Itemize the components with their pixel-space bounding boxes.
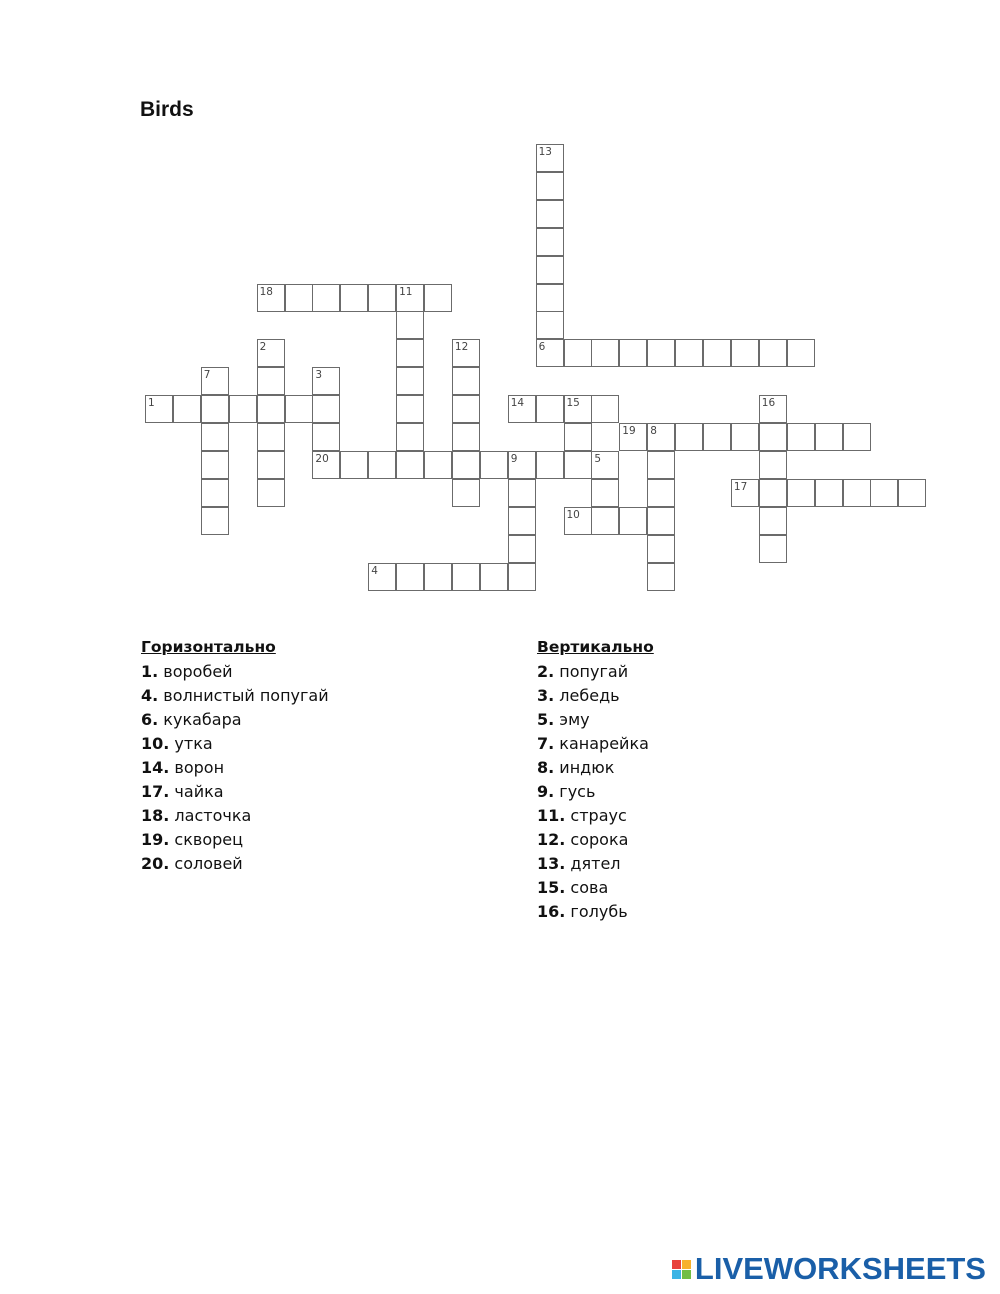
clue-number: 3 (315, 369, 323, 382)
down-clue (537, 780, 654, 804)
across-clue (141, 684, 329, 708)
logo-text: LIVEWORKSHEETS (694, 1251, 986, 1286)
clue-number: 14 (510, 397, 525, 410)
crossword-cell[interactable] (257, 423, 285, 451)
across-clue-list (141, 660, 329, 876)
clue-number: 8 (650, 425, 657, 437)
across-clues (141, 638, 329, 876)
clue-text: голубь (565, 902, 628, 921)
crossword-cell[interactable] (285, 284, 313, 312)
crossword-cell[interactable] (396, 423, 424, 451)
crossword-cell[interactable] (424, 284, 452, 312)
crossword-cell[interactable] (201, 451, 229, 479)
crossword-cell[interactable] (815, 423, 843, 451)
crossword-cell[interactable] (564, 451, 592, 479)
crossword-cell[interactable] (619, 339, 647, 367)
across-clue (141, 756, 329, 780)
crossword-cell[interactable] (759, 339, 787, 367)
crossword-grid (0, 0, 1000, 620)
clue-num: 1. (141, 662, 159, 681)
crossword-cell[interactable] (508, 451, 536, 479)
clue-number: 15 (566, 397, 580, 410)
clue-num: 15. (537, 878, 566, 897)
crossword-cell[interactable] (731, 479, 759, 507)
clue-num: 18. (141, 806, 170, 825)
clue-number: 4 (371, 564, 378, 577)
crossword-cell[interactable] (340, 284, 368, 312)
clue-num: 12. (537, 830, 566, 849)
clue-text: кукабара (158, 710, 242, 729)
crossword-cell[interactable] (508, 395, 536, 423)
crossword-cell[interactable] (591, 479, 619, 507)
crossword-cell[interactable] (815, 479, 843, 507)
logo-mark-icon (672, 1260, 691, 1279)
crossword-cell[interactable] (396, 367, 424, 395)
crossword-cell[interactable] (480, 563, 508, 591)
clue-text: индюк (554, 758, 615, 777)
crossword-cell[interactable] (759, 451, 787, 479)
across-clue (141, 780, 329, 804)
crossword-cell[interactable] (591, 395, 619, 423)
crossword-cell[interactable] (229, 395, 257, 423)
across-clue (141, 828, 329, 852)
crossword-cell[interactable] (759, 423, 787, 451)
clue-text: утка (169, 734, 213, 753)
crossword-cell[interactable] (675, 423, 703, 451)
down-clue (537, 900, 654, 924)
across-clue (141, 660, 329, 684)
crossword-cell[interactable] (536, 256, 564, 284)
across-clue (141, 804, 329, 828)
crossword-cell[interactable] (396, 395, 424, 423)
page-title: Birds (140, 98, 194, 121)
crossword-cell[interactable] (424, 451, 452, 479)
crossword-cell[interactable] (870, 479, 898, 507)
crossword-cell[interactable] (396, 284, 424, 312)
down-clue (537, 660, 654, 684)
crossword-cell[interactable] (257, 367, 285, 395)
crossword-cell[interactable] (201, 507, 229, 535)
clue-num: 3. (537, 686, 555, 705)
crossword-cell[interactable] (312, 395, 340, 423)
crossword-cell[interactable] (703, 339, 731, 367)
crossword-cell[interactable] (731, 423, 759, 451)
clue-num: 5. (537, 710, 555, 729)
crossword-cell[interactable] (647, 535, 675, 563)
crossword-cell[interactable] (257, 479, 285, 507)
clue-text: попугай (554, 662, 629, 681)
clue-number: 11 (399, 285, 413, 298)
crossword-cell[interactable] (312, 284, 340, 312)
across-clue (141, 732, 329, 756)
crossword-cell[interactable] (201, 479, 229, 507)
clue-number: 7 (203, 369, 211, 382)
clue-text: ворон (169, 758, 225, 777)
crossword-cell[interactable] (368, 451, 396, 479)
crossword-cell[interactable] (257, 395, 285, 423)
crossword-cell[interactable] (787, 479, 815, 507)
crossword-cell[interactable] (508, 479, 536, 507)
crossword-cell[interactable] (759, 535, 787, 563)
crossword-cell[interactable] (452, 367, 480, 395)
clue-text: страус (565, 806, 627, 825)
clue-number: 10 (566, 508, 580, 521)
crossword-cell[interactable] (647, 507, 675, 535)
crossword-cell[interactable] (536, 144, 564, 172)
clue-text: дятел (565, 854, 621, 873)
crossword-cell[interactable] (703, 423, 731, 451)
crossword-cell[interactable] (536, 311, 564, 339)
crossword-cell[interactable] (536, 395, 564, 423)
crossword-cell[interactable] (759, 479, 787, 507)
across-clue (141, 708, 329, 732)
crossword-cell[interactable] (564, 395, 592, 423)
crossword-cell[interactable] (257, 284, 285, 312)
clue-number: 1 (148, 397, 155, 410)
down-clue (537, 708, 654, 732)
crossword-cell[interactable] (173, 395, 201, 423)
crossword-cell[interactable] (396, 311, 424, 339)
clue-num: 9. (537, 782, 555, 801)
crossword-cell[interactable] (843, 423, 871, 451)
clue-num: 19. (141, 830, 170, 849)
crossword-cell[interactable] (452, 479, 480, 507)
logo-square-yellow (682, 1260, 691, 1269)
crossword-cell[interactable] (787, 339, 815, 367)
crossword-cell[interactable] (201, 395, 229, 423)
crossword-cell[interactable] (731, 339, 759, 367)
clue-text: канарейка (554, 734, 649, 753)
crossword-cell[interactable] (647, 563, 675, 591)
logo-square-red (672, 1260, 681, 1269)
crossword-cell[interactable] (787, 423, 815, 451)
across-heading: Горизонтально (141, 638, 276, 656)
clue-number: 13 (538, 146, 552, 158)
clue-text: скворец (169, 830, 243, 849)
crossword-cell[interactable] (619, 507, 647, 535)
crossword-cell[interactable] (368, 563, 396, 591)
clue-number: 6 (538, 341, 546, 354)
crossword-cell[interactable] (591, 507, 619, 535)
down-clue (537, 684, 654, 708)
liveworksheets-logo (672, 1252, 986, 1286)
down-clue-list (537, 660, 654, 924)
crossword-cell[interactable] (396, 451, 424, 479)
crossword-cell[interactable] (591, 339, 619, 367)
crossword-cell[interactable] (452, 451, 480, 479)
crossword-cell[interactable] (759, 507, 787, 535)
clue-text: соловей (169, 854, 243, 873)
clue-num: 7. (537, 734, 555, 753)
clue-num: 6. (141, 710, 159, 729)
crossword-cell[interactable] (480, 451, 508, 479)
crossword-cell[interactable] (312, 367, 340, 395)
clue-number: 5 (594, 452, 602, 465)
crossword-cell[interactable] (536, 339, 564, 367)
clue-text: сорока (565, 830, 629, 849)
crossword-cell[interactable] (424, 563, 452, 591)
clue-num: 11. (537, 806, 566, 825)
down-clue (537, 732, 654, 756)
clue-text: сова (565, 878, 609, 897)
clue-text: волнистый попугай (158, 686, 329, 705)
crossword-cell[interactable] (201, 367, 229, 395)
logo-square-blue (672, 1270, 681, 1279)
crossword-cell[interactable] (312, 423, 340, 451)
clue-num: 10. (141, 734, 170, 753)
crossword-cell[interactable] (396, 563, 424, 591)
clue-num: 16. (537, 902, 566, 921)
crossword-cell[interactable] (591, 451, 619, 479)
crossword-cell[interactable] (647, 339, 675, 367)
crossword-cell[interactable] (396, 339, 424, 367)
clue-text: воробей (158, 662, 233, 681)
crossword-cell[interactable] (312, 451, 340, 479)
down-clue (537, 804, 654, 828)
clue-num: 8. (537, 758, 555, 777)
crossword-cell[interactable] (508, 563, 536, 591)
down-clue (537, 756, 654, 780)
clue-number: 18 (259, 285, 273, 298)
crossword-cell[interactable] (508, 507, 536, 535)
crossword-cell[interactable] (843, 479, 871, 507)
crossword-cell[interactable] (647, 451, 675, 479)
crossword-cell[interactable] (536, 172, 564, 200)
crossword-cell[interactable] (647, 423, 675, 451)
clue-text: гусь (554, 782, 596, 801)
clue-text: лебедь (554, 686, 620, 705)
clue-number: 9 (510, 452, 518, 465)
logo-square-green (682, 1270, 691, 1279)
down-clues (537, 638, 654, 924)
crossword-cell[interactable] (508, 535, 536, 563)
crossword-cell[interactable] (536, 451, 564, 479)
down-clue (537, 828, 654, 852)
crossword-cell[interactable] (759, 395, 787, 423)
clue-text: ласточка (169, 806, 252, 825)
clue-text: эму (554, 710, 590, 729)
down-clue (537, 876, 654, 900)
crossword-cell[interactable] (564, 423, 592, 451)
crossword-cell[interactable] (619, 423, 647, 451)
clue-num: 2. (537, 662, 555, 681)
clue-number: 16 (761, 397, 776, 410)
crossword-cell[interactable] (340, 451, 368, 479)
across-clue (141, 852, 329, 876)
clue-text: чайка (169, 782, 224, 801)
crossword-cell[interactable] (452, 339, 480, 367)
clue-num: 17. (141, 782, 170, 801)
crossword-cell[interactable] (536, 228, 564, 256)
clue-num: 4. (141, 686, 159, 705)
crossword-cell[interactable] (675, 339, 703, 367)
crossword-cell[interactable] (452, 395, 480, 423)
down-heading: Вертикально (537, 638, 654, 656)
crossword-cell[interactable] (452, 563, 480, 591)
clue-num: 20. (141, 854, 170, 873)
clue-number: 17 (733, 480, 748, 493)
crossword-cell[interactable] (368, 284, 396, 312)
crossword-cell[interactable] (564, 507, 592, 535)
crossword-cell[interactable] (257, 451, 285, 479)
crossword-cell[interactable] (536, 284, 564, 312)
crossword-cell[interactable] (145, 395, 173, 423)
crossword-cell[interactable] (452, 423, 480, 451)
down-clue (537, 852, 654, 876)
clue-number: 2 (259, 341, 267, 354)
clue-number: 12 (454, 341, 469, 354)
crossword-cell[interactable] (647, 479, 675, 507)
clue-number: 20 (315, 452, 329, 465)
crossword-cell[interactable] (257, 339, 285, 367)
clue-num: 14. (141, 758, 170, 777)
crossword-cell[interactable] (564, 339, 592, 367)
crossword-cell[interactable] (201, 423, 229, 451)
crossword-cell[interactable] (285, 395, 313, 423)
clue-num: 13. (537, 854, 566, 873)
clue-number: 19 (622, 425, 636, 437)
crossword-cell[interactable] (536, 200, 564, 228)
crossword-cell[interactable] (898, 479, 926, 507)
